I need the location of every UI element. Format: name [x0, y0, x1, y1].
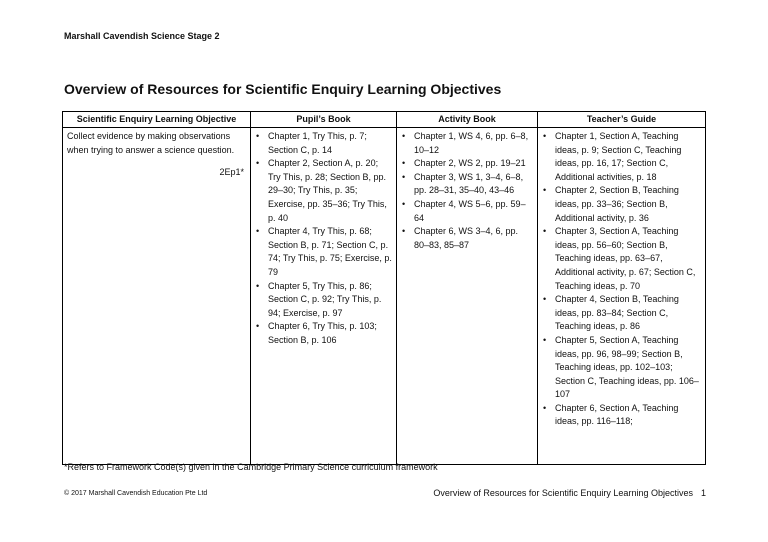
- pupils-book-list: [255, 130, 392, 348]
- list-item: • Chapter 3, Section A, Teaching ideas, pp. 56–60; Section B, Teaching ideas, pp. 63–67, Additional activity, p. 67; Section C, Teaching ideas, p. 70: [542, 225, 701, 293]
- column-header-objective: Scientific Enquiry Learning Objective: [63, 112, 251, 128]
- list-item: • Chapter 6, WS 3–4, 6, pp. 80–83, 85–87: [401, 225, 533, 252]
- activity-book-list: [401, 130, 533, 252]
- page-title: Overview of Resources for Scientific Enquiry Learning Objectives: [64, 81, 502, 97]
- column-header-activity-book: Activity Book: [397, 112, 538, 128]
- list-item: • Chapter 1, Section A, Teaching ideas, p. 9; Section C, Teaching ideas, pp. 16, 17; Section C, Additional activities, p. 18: [542, 130, 701, 184]
- list-item: • Chapter 2, WS 2, pp. 19–21: [401, 157, 533, 171]
- page-number: 1: [700, 488, 706, 498]
- page-footer: [433, 488, 706, 498]
- list-item: • Chapter 4, Try This, p. 68; Section B, p. 71; Section C, p. 74; Try This, p. 75; Exercise, p. 79: [255, 225, 392, 279]
- running-header: Marshall Cavendish Science Stage 2: [64, 31, 220, 41]
- list-item: • Chapter 1, Try This, p. 7; Section C, p. 14: [255, 130, 392, 157]
- teachers-guide-list: [542, 130, 701, 429]
- column-header-teachers-guide: Teacher’s Guide: [538, 112, 706, 128]
- list-item: • Chapter 3, WS 1, 3–4, 6–8, pp. 28–31, 35–40, 43–46: [401, 171, 533, 198]
- footer-title: Overview of Resources for Scientific Enquiry Learning Objectives: [433, 488, 693, 498]
- table-header-row: [63, 112, 706, 128]
- copyright-notice: © 2017 Marshall Cavendish Education Pte Ltd: [64, 490, 208, 497]
- footnote: *Refers to Framework Code(s) given in the Cambridge Primary Science curriculum framework: [64, 462, 438, 472]
- list-item: • Chapter 4, Section B, Teaching ideas, pp. 83–84; Section C, Teaching ideas, p. 86: [542, 293, 701, 334]
- list-item: • Chapter 6, Try This, p. 103; Section B, p. 106: [255, 320, 392, 347]
- pupils-book-cell: [251, 128, 397, 465]
- framework-code: 2Ep1*: [219, 167, 244, 178]
- list-item: • Chapter 5, Section A, Teaching ideas, pp. 96, 98–99; Section B, Teaching ideas, pp. 102–103; Section C, Teaching ideas, pp. 106–107: [542, 334, 701, 402]
- list-item: • Chapter 2, Section B, Teaching ideas, pp. 33–36; Section B, Additional activity, p. 36: [542, 184, 701, 225]
- resources-table: [62, 111, 706, 465]
- objective-text: Collect evidence by making observations when trying to answer a science question.: [67, 131, 235, 155]
- list-item: • Chapter 5, Try This, p. 86; Section C, p. 92; Try This, p. 94; Exercise, p. 97: [255, 280, 392, 321]
- column-header-pupils-book: Pupil’s Book: [251, 112, 397, 128]
- table-row: [63, 128, 706, 465]
- objective-cell: [63, 128, 251, 465]
- list-item: • Chapter 1, WS 4, 6, pp. 6–8, 10–12: [401, 130, 533, 157]
- activity-book-cell: [397, 128, 538, 465]
- list-item: • Chapter 4, WS 5–6, pp. 59–64: [401, 198, 533, 225]
- teachers-guide-cell: [538, 128, 706, 465]
- list-item: • Chapter 2, Section A, p. 20; Try This, p. 28; Section B, pp. 29–30; Try This, p. 35; Exercise, pp. 35–36; Try This, p. 40: [255, 157, 392, 225]
- list-item: • Chapter 6, Section A, Teaching ideas, pp. 116–118;: [542, 402, 701, 429]
